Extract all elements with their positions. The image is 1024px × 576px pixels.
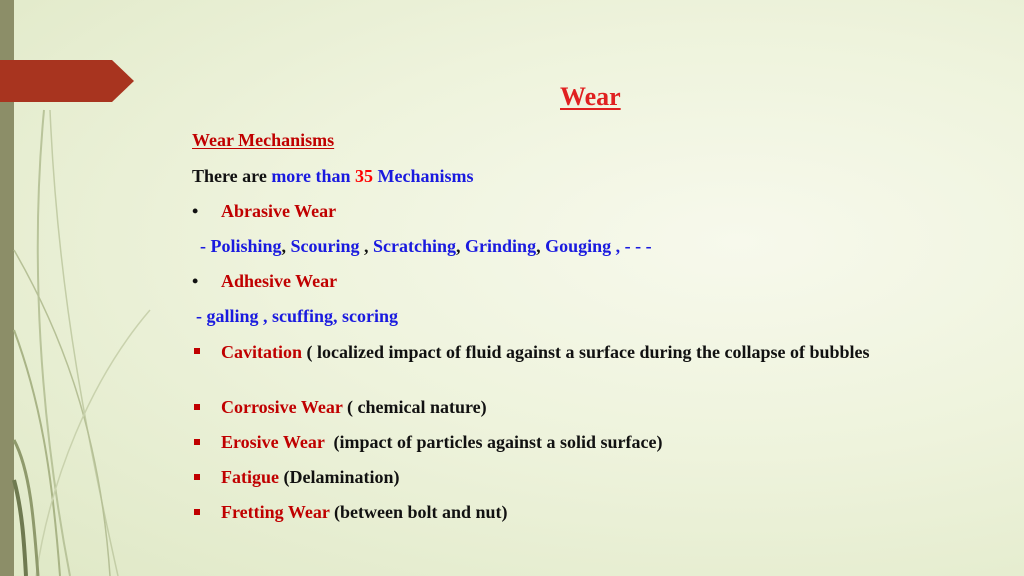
example-polishing: - Polishing bbox=[200, 236, 282, 256]
item-name: Cavitation bbox=[221, 342, 302, 362]
accent-arrow-tab bbox=[0, 60, 134, 102]
slide-title: Wear bbox=[560, 82, 621, 111]
list-item-text bbox=[221, 432, 662, 453]
bullet-dot-icon: • bbox=[192, 201, 199, 221]
item-desc: (between bolt and nut) bbox=[329, 502, 508, 522]
item-name: Erosive Wear bbox=[221, 432, 325, 452]
example-scratching: Scratching bbox=[373, 236, 457, 256]
bullet-dot-icon: • bbox=[192, 271, 199, 291]
intro-more-than: more than bbox=[271, 166, 355, 186]
adhesive-examples: - galling , scuffing, scoring bbox=[196, 306, 399, 326]
separator: , bbox=[281, 236, 291, 256]
example-grinding: Grinding bbox=[465, 236, 537, 256]
list-item-fatigue bbox=[192, 467, 892, 491]
separator: , bbox=[359, 236, 374, 256]
abrasive-title: Abrasive Wear bbox=[221, 201, 337, 221]
list-item-text bbox=[221, 467, 400, 488]
square-bullet-icon bbox=[194, 509, 200, 515]
item-name: Corrosive Wear bbox=[221, 397, 343, 417]
intro-mechanisms: Mechanisms bbox=[372, 166, 474, 186]
square-bullet-icon bbox=[194, 474, 200, 480]
square-bullet-icon bbox=[194, 439, 200, 445]
list-item-corrosive bbox=[192, 397, 892, 421]
example-gouging: Gouging , - - - bbox=[545, 236, 652, 256]
section-heading: Wear Mechanisms bbox=[192, 130, 335, 150]
square-bullet-icon bbox=[194, 404, 200, 410]
separator: , bbox=[456, 236, 466, 256]
example-scouring: Scouring bbox=[290, 236, 360, 256]
item-desc: (Delamination) bbox=[279, 467, 400, 487]
abrasive-examples bbox=[200, 236, 652, 257]
list-item-adhesive bbox=[192, 271, 592, 295]
intro-prefix: There are bbox=[192, 166, 272, 186]
intro-count: 35 bbox=[354, 166, 373, 186]
list-item-abrasive bbox=[192, 201, 592, 225]
separator: , bbox=[536, 236, 546, 256]
item-desc: ( localized impact of fluid against a surface during the collapse of bubbles bbox=[302, 342, 870, 362]
list-item-erosive bbox=[192, 432, 892, 456]
square-bullet-icon bbox=[194, 348, 200, 354]
item-name: Fretting Wear bbox=[221, 502, 330, 522]
adhesive-title: Adhesive Wear bbox=[221, 271, 338, 291]
item-desc: (impact of particles against a solid surface) bbox=[324, 432, 663, 452]
item-desc: ( chemical nature) bbox=[342, 397, 487, 417]
list-item-text bbox=[221, 502, 508, 523]
list-item-cavitation bbox=[192, 341, 902, 387]
list-item-fretting bbox=[192, 502, 892, 526]
list-item-text bbox=[221, 397, 487, 418]
list-item-text bbox=[221, 341, 901, 363]
item-name: Fatigue bbox=[221, 467, 279, 487]
intro-line bbox=[192, 166, 473, 187]
